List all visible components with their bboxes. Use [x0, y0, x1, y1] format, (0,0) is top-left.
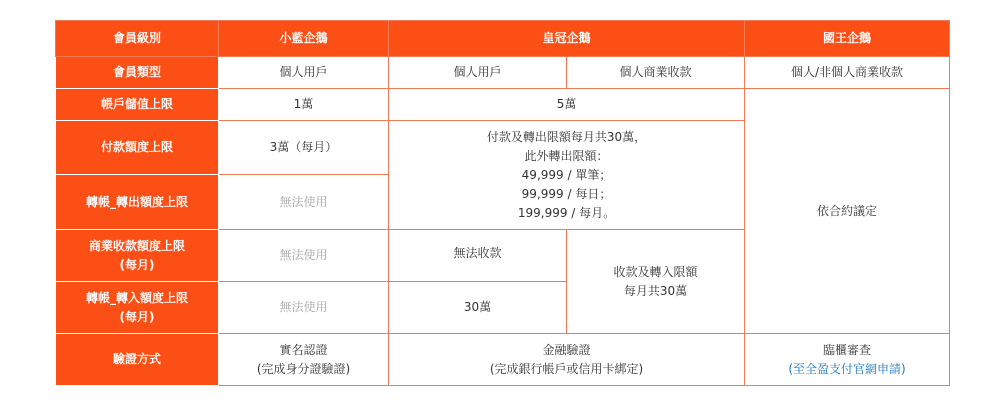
row-verification-method [56, 334, 950, 386]
header-tier-king-penguin: 國王企鵝 [745, 21, 950, 57]
cell-payment-transfer-tier2 [389, 121, 745, 230]
cell-type-tier2-business: 個人商業收款 [567, 57, 745, 89]
label-line: 商業收款額度上限 [88, 238, 185, 253]
verification-detail: (完成銀行帳戶或信用卡綁定) [489, 361, 644, 376]
payment-limit-line: 99,999 / 每日； [521, 186, 612, 201]
cell-verification-tier1 [219, 334, 389, 386]
label-line: 轉帳_轉入額度上限 [85, 290, 188, 305]
cell-tier3-contract: 依合約議定 [745, 89, 950, 334]
verification-title: 實名認證 [279, 342, 328, 357]
header-member-level: 會員級別 [56, 21, 219, 57]
label-line: (每月) [119, 309, 155, 324]
cell-receive-transfer-in-tier2-business [567, 230, 745, 334]
verification-title: 金融驗證 [542, 342, 591, 357]
label-payment-limit: 付款額度上限 [56, 121, 219, 175]
header-tier-crown-penguin: 皇冠企鵝 [389, 21, 745, 57]
cell-business-receive-tier2-personal: 無法收款 [389, 230, 567, 282]
cell-transfer-in-tier1: 無法使用 [219, 282, 389, 334]
apply-official-site-link[interactable]: (至全盈支付官網申請) [788, 361, 906, 376]
payment-limit-line: 199,999 / 每月。 [517, 205, 616, 220]
payment-limit-line: 付款及轉出限額每月共30萬， [486, 129, 647, 144]
cell-transfer-out-tier1: 無法使用 [219, 175, 389, 230]
cell-type-tier2-personal: 個人用戶 [389, 57, 567, 89]
cell-verification-tier3 [745, 334, 950, 386]
cell-type-tier3: 個人/非個人商業收款 [745, 57, 950, 89]
label-member-type: 會員類型 [56, 57, 219, 89]
label-business-receive-limit [56, 230, 219, 282]
payment-limit-line: 此外轉出限額： [524, 148, 609, 163]
membership-comparison-table [55, 20, 950, 386]
row-balance-limit [56, 89, 950, 121]
label-line: (每月) [119, 257, 155, 272]
header-row [56, 21, 950, 57]
receive-limit-line: 每月共30萬 [623, 283, 688, 298]
cell-payment-tier1: 3萬（每月） [219, 121, 389, 175]
cell-verification-tier2 [389, 334, 745, 386]
label-verification-method: 驗證方式 [56, 334, 219, 386]
cell-business-receive-tier1: 無法使用 [219, 230, 389, 282]
verification-detail: (完成身分證驗證) [256, 361, 351, 376]
header-tier-blue-penguin: 小藍企鵝 [219, 21, 389, 57]
cell-balance-tier1: 1萬 [219, 89, 389, 121]
cell-balance-tier2: 5萬 [389, 89, 745, 121]
receive-limit-line: 收款及轉入限額 [613, 264, 698, 279]
row-member-type [56, 57, 950, 89]
label-transfer-out-limit: 轉帳_轉出額度上限 [56, 175, 219, 230]
verification-title: 臨櫃審查 [823, 342, 872, 357]
cell-type-tier1: 個人用戶 [219, 57, 389, 89]
payment-limit-line: 49,999 / 單筆； [521, 167, 612, 182]
cell-transfer-in-tier2-personal: 30萬 [389, 282, 567, 334]
label-transfer-in-limit [56, 282, 219, 334]
label-balance-limit: 帳戶儲值上限 [56, 89, 219, 121]
